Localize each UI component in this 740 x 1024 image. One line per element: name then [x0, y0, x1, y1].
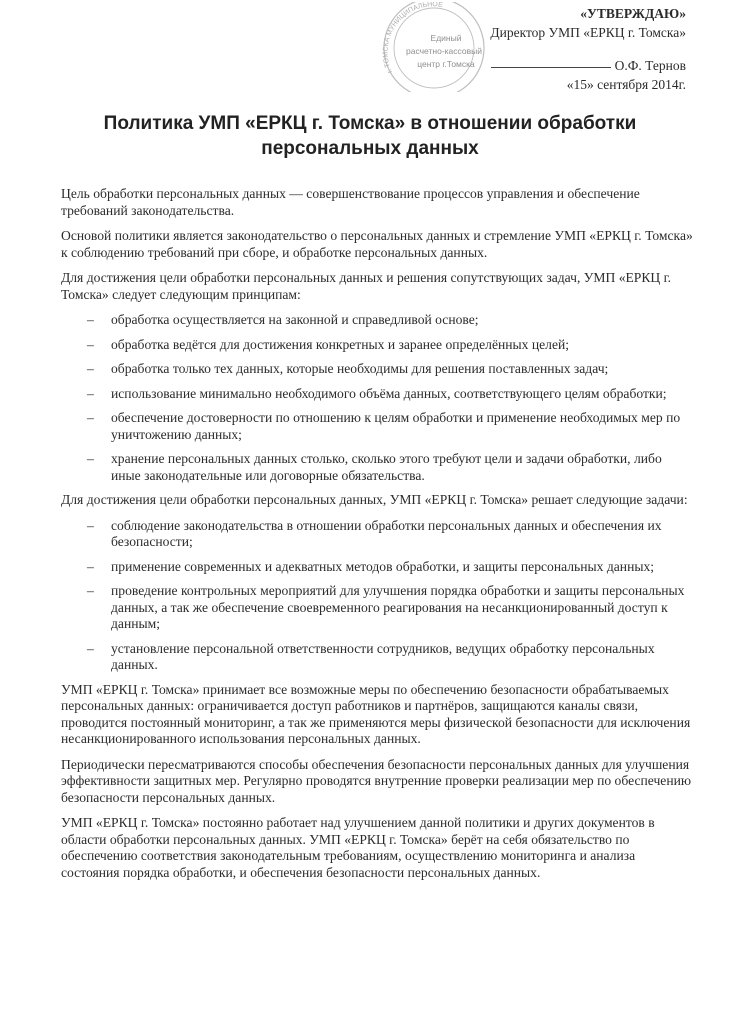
approval-date: «15» сентября 2014г. — [566, 77, 686, 92]
paragraph-improvement: УМП «ЕРКЦ г. Томска» постоянно работает над улучшением данной политики и других документов в области обработки персональных данных. УМП «ЕРКЦ г. Томска» берёт на себя обязательство по обеспечению соответствия законодательным требованиям, осуществлению мониторинга и анализа состояния порядка обработки, и обеспечения безопасности персональных данных. — [61, 815, 655, 880]
tasks-list — [61, 518, 693, 674]
list-item — [61, 337, 693, 354]
paragraph-principles-intro: Для достижения цели обработки персональных данных и решения сопутствующих задач, УМП «ЕРКЦ г. Томска» следует следующим принципам: — [61, 270, 672, 302]
bullet-dash: – — [87, 517, 94, 533]
bullet-dash: – — [87, 451, 94, 466]
bullet-dash: – — [87, 385, 94, 401]
list-item-text: обработка осуществляется на законной и справедливой основе; — [111, 312, 479, 327]
principles-list — [61, 312, 693, 484]
list-item-text: обработка ведётся для достижения конкретных и заранее определённых целей; — [111, 336, 570, 352]
list-item — [61, 583, 693, 633]
signature-line — [491, 67, 611, 68]
stamp-ring-text: г. ТОМСКА МУНИЦИПАЛЬНОЕ — [382, 2, 444, 75]
list-item — [61, 559, 693, 576]
list-item — [61, 312, 693, 329]
stamp-line-3: центр г.Томска — [417, 59, 475, 69]
list-item-text: соблюдение законодательства в отношении обработки персональных данных и обеспечения их безопасности; — [111, 517, 662, 549]
bullet-dash: – — [87, 336, 94, 352]
document-title: Политика УМП «ЕРКЦ г. Томска» в отношении обработки персональных данных — [103, 113, 637, 159]
list-item-text: установление персональной ответственности сотрудников, ведущих обработку персональных данных. — [111, 640, 655, 672]
list-item — [61, 386, 693, 403]
list-item-text: обработка только тех данных, которые необходимы для решения поставленных задач; — [111, 361, 609, 376]
list-item — [61, 410, 693, 443]
bullet-dash: – — [87, 410, 94, 425]
list-item-text: хранение персональных данных столько, сколько этого требуют цели и задачи обработки, либо иные законодательные или договорные обязательства. — [111, 451, 662, 483]
list-item — [61, 641, 693, 674]
paragraph-goal: Цель обработки персональных данных — совершенствование процессов управления и обеспечение требований законодательства. — [61, 186, 640, 218]
approval-block — [386, 4, 686, 94]
approval-heading: «УТВЕРЖДАЮ» — [580, 6, 686, 21]
approval-signature-row — [386, 56, 686, 75]
approval-position: Директор УМП «ЕРКЦ г. Томска» — [490, 25, 686, 40]
paragraph-review: Периодически пересматриваются способы обеспечения безопасности персональных данных для улучшения эффективности защитных мер. Регулярно проводятся внутренние проверки реализации мер по обеспечению безопасности персональных данных. — [61, 756, 692, 805]
paragraph-tasks-intro: Для достижения цели обработки персональных данных, УМП «ЕРКЦ г. Томска» решает следующие задачи: — [61, 492, 688, 507]
list-item — [61, 518, 693, 551]
list-item — [61, 451, 693, 484]
stamp-line-2: расчетно-кассовый — [406, 46, 482, 56]
paragraph-security-measures: УМП «ЕРКЦ г. Томска» принимает все возможные меры по обеспечению безопасности обрабатываемых персональных данных: ограничивается доступ работников и партнёров, защищаются каналы связи, проводится постоянный мониторинг, а так же применяются меры физической безопасности для исключения несанкционированного использования персональных данных. — [61, 681, 691, 746]
bullet-dash: – — [87, 558, 94, 574]
bullet-dash: – — [87, 312, 94, 327]
bullet-dash: – — [87, 361, 94, 376]
list-item-text: обеспечение достоверности по отношению к целям обработки и применение необходимых мер по уничтожению данных; — [111, 410, 681, 442]
approval-signatory: О.Ф. Тернов — [614, 58, 686, 73]
stamp-line-1: Единый — [430, 33, 462, 43]
list-item-text: применение современных и адекватных методов обработки, и защиты персональных данных; — [111, 558, 655, 574]
paragraph-basis: Основой политики является законодательство о персональных данных и стремление УМП «ЕРКЦ г. Томска» к соблюдению требований при сборе, и обработке персональных данных. — [61, 228, 693, 260]
list-item-text: использование минимально необходимого объёма данных, соответствующего целям обработки; — [111, 385, 667, 401]
bullet-dash: – — [87, 640, 94, 656]
document-body — [61, 186, 693, 890]
bullet-dash: – — [87, 583, 94, 598]
list-item — [61, 361, 693, 378]
list-item-text: проведение контрольных мероприятий для улучшения порядка обработки и защиты персональных данных, а так же обеспечение своевременного реагирования на несанкционированный доступ к данным; — [111, 583, 685, 631]
